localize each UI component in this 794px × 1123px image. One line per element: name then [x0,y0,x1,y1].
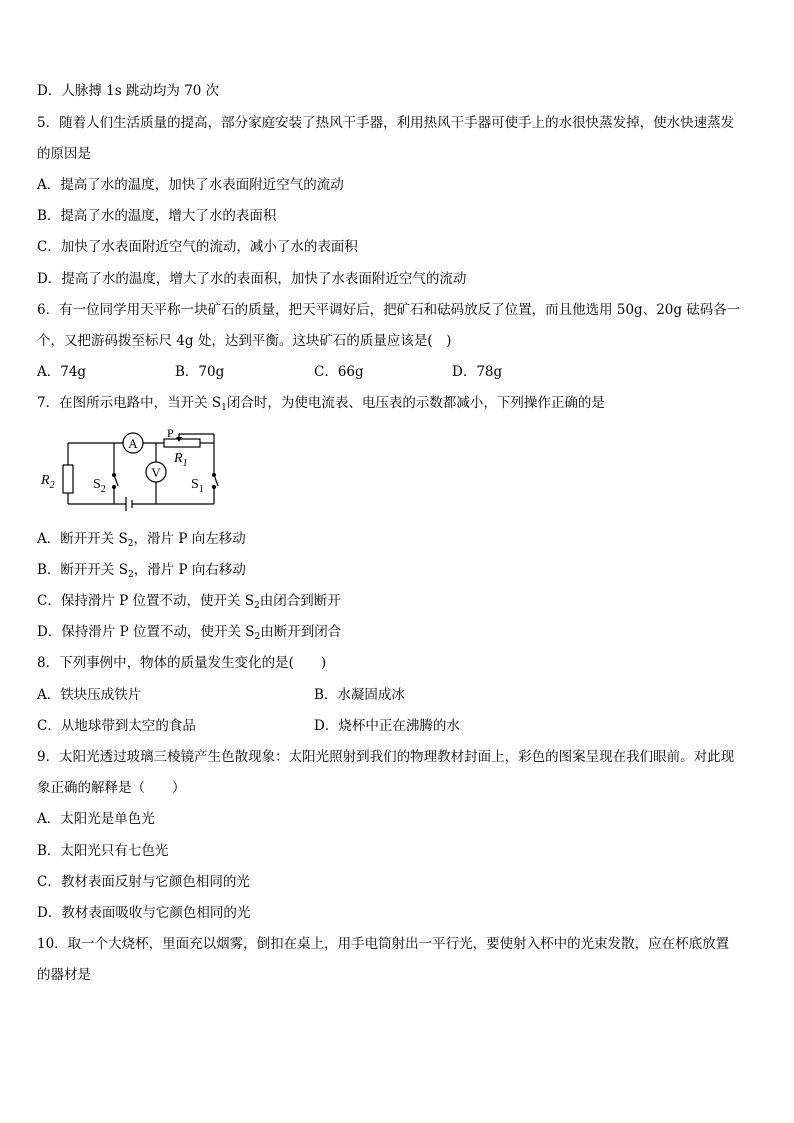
q4-option-d: D．人脉搏 1s 跳动均为 70 次 [37,83,220,99]
q7-option-a: A．断开开关 $S_2$，滑片 P 向左移动 [37,531,246,549]
r2-label: $R_2$ [41,473,55,491]
q5-option-b: B．提高了水的温度，增大了水的表面积 [37,208,277,224]
s1-label: $S_1$ [191,477,204,495]
q9-stem-line2: 象正确的解释是（ ） [37,780,186,796]
q5-option-d: D．提高了水的温度，增大了水的表面积，加快了水表面附近空气的流动 [37,271,467,287]
slider-label: P [167,426,174,440]
circuit-diagram [36,425,226,515]
q6-option-d: D．78g [452,364,503,380]
q9-option-a: A．太阳光是单色光 [37,811,155,827]
q7-option-b: B．断开开关 $S_2$，滑片 P 向右移动 [37,562,246,580]
voltmeter-label: V [151,465,161,480]
q10-stem-line2: 的器材是 [37,967,91,983]
q8-option-b: B．水凝固成冰 [314,687,405,703]
q5-option-c: C．加快了水表面附近空气的流动，减小了水的表面积 [37,239,358,255]
q8-options-row2 [37,717,757,735]
q6-option-b: B．70g [175,364,225,380]
q8-option-c: C．从地球带到太空的食品 [37,718,196,734]
q5-option-a: A．提高了水的温度，加快了水表面附近空气的流动 [37,177,344,193]
q5-stem-line1: 5．随着人们生活质量的提高，部分家庭安装了热风干手器，利用热风干手器可使手上的水很快蒸发掉，使水快速蒸发 [37,115,735,131]
q9-option-c: C．教材表面反射与它颜色相同的光 [37,874,250,890]
q7-option-c: C．保持滑片 P 位置不动，使开关 $S_2$由闭合到断开 [37,593,341,611]
switch-s1-icon [213,474,218,489]
q6-options [37,363,757,381]
q8-option-d: D．烧杯中正在沸腾的水 [314,718,460,734]
q10-stem-line1: 10．取一个大烧杯，里面充以烟雾，倒扣在桌上，用手电筒射出一平行光，要使射入杯中的光束发散，应在杯底放置 [37,936,730,952]
q8-option-a: A．铁块压成铁片 [37,687,142,703]
r1-label: $R_1$ [174,451,188,469]
q6-stem-line2: 个，又把游码拨至标尺 4g 处，达到平衡。这块矿石的质量应该是( ) [37,333,452,349]
resistor-r2 [63,465,73,493]
q8-stem: 8．下列事例中，物体的质量发生变化的是( ) [37,655,327,671]
s2-label: $S_2$ [93,477,106,495]
q9-option-b: B．太阳光只有七色光 [37,843,169,859]
ammeter-label: A [128,436,138,451]
q7-stem: 7．在图所示电路中，当开关 $S_1$闭合时，为使电流表、电压表的示数都减小，下列操作正确的是 [37,395,605,413]
q6-stem-line1: 6．有一位同学用天平称一块矿石的质量，把天平调好后，把矿石和砝码放反了位置，而且他选用 50g、20g 砝码各一 [37,302,741,318]
switch-s2-icon [113,474,118,489]
q8-options-row1 [37,686,757,704]
q9-stem-line1: 9．太阳光透过玻璃三棱镜产生色散现象：太阳光照射到我们的物理教材封面上，彩色的图案呈现在我们眼前。对此现 [37,749,735,765]
q7-option-d: D．保持滑片 P 位置不动，使开关 $S_2$由断开到闭合 [37,624,342,642]
q6-option-a: A．74g [37,364,87,380]
rheostat-r1 [164,439,200,447]
q6-option-c: C．66g [314,364,364,380]
q5-stem-line2: 的原因是 [37,146,91,162]
q9-option-d: D．教材表面吸收与它颜色相同的光 [37,905,251,921]
